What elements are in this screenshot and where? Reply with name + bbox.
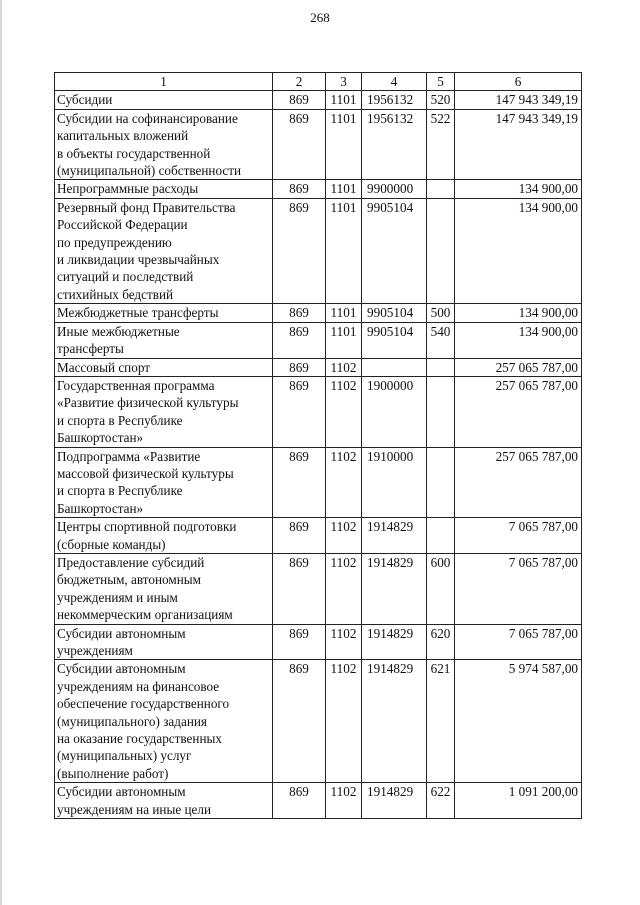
row-amount-cell: 257 065 787,00 [455,447,582,518]
row-section-code-cell: 1101 [326,180,362,198]
table-row [55,660,582,783]
page-number: 268 [310,10,330,25]
row-name-cell: Центры спортивной подготовки (сборные команды) [55,518,273,554]
row-admin-code-cell: 869 [273,447,326,518]
row-target-article-cell: 1914829 [362,660,427,783]
row-expense-type-cell [427,180,455,198]
table-row [55,304,582,322]
row-amount-cell: 7 065 787,00 [455,624,582,660]
row-expense-type-cell: 621 [427,660,455,783]
row-name-cell: Субсидии автономным учреждениям [55,624,273,660]
row-section-code-cell: 1102 [326,376,362,447]
row-section-code-cell: 1102 [326,553,362,624]
row-name-cell: Резервный фонд Правительства Российской Федерации по предупреждению и ликвидации чрезвычайных ситуаций и последствий стихийных бедствий [55,198,273,303]
row-admin-code-cell: 869 [273,198,326,303]
row-name-cell: Массовый спорт [55,358,273,376]
row-target-article-cell: 1914829 [362,783,427,819]
row-section-code-cell: 1102 [326,624,362,660]
row-expense-type-cell [427,518,455,554]
row-section-code-cell: 1102 [326,660,362,783]
row-section-code-cell: 1101 [326,109,362,180]
row-name-cell: Субсидии автономным учреждениям на иные цели [55,783,273,819]
table-row [55,518,582,554]
row-amount-cell: 147 943 349,19 [455,91,582,109]
row-amount-cell: 134 900,00 [455,304,582,322]
row-target-article-cell: 1914829 [362,624,427,660]
row-name-cell: Непрограммные расходы [55,180,273,198]
row-section-code-cell: 1102 [326,447,362,518]
row-name-cell: Субсидии [55,91,273,109]
row-expense-type-cell: 522 [427,109,455,180]
column-header: 3 [326,73,362,91]
row-target-article-cell: 1956132 [362,91,427,109]
row-amount-cell: 5 974 587,00 [455,660,582,783]
row-amount-cell: 7 065 787,00 [455,518,582,554]
table-row [55,376,582,447]
row-expense-type-cell: 600 [427,553,455,624]
row-admin-code-cell: 869 [273,180,326,198]
row-admin-code-cell: 869 [273,624,326,660]
row-target-article-cell: 9905104 [362,322,427,358]
table-row [55,553,582,624]
table-row [55,358,582,376]
row-admin-code-cell: 869 [273,660,326,783]
table-header-row [55,73,582,91]
row-section-code-cell: 1102 [326,358,362,376]
row-section-code-cell: 1101 [326,198,362,303]
row-amount-cell: 1 091 200,00 [455,783,582,819]
row-admin-code-cell: 869 [273,304,326,322]
row-name-cell: Субсидии автономным учреждениям на финансовое обеспечение государственного (муниципального) задания на оказание государственных (муниципальных) услуг (выполнение работ) [55,660,273,783]
table-row [55,91,582,109]
row-section-code-cell: 1101 [326,91,362,109]
row-expense-type-cell [427,198,455,303]
row-admin-code-cell: 869 [273,376,326,447]
row-admin-code-cell: 869 [273,783,326,819]
row-target-article-cell: 1910000 [362,447,427,518]
row-amount-cell: 7 065 787,00 [455,553,582,624]
row-expense-type-cell: 620 [427,624,455,660]
row-section-code-cell: 1102 [326,518,362,554]
row-target-article-cell: 9905104 [362,304,427,322]
row-target-article-cell [362,358,427,376]
row-name-cell: Межбюджетные трансферты [55,304,273,322]
row-name-cell: Подпрограмма «Развитие массовой физической культуры и спорта в Республике Башкортостан» [55,447,273,518]
column-header: 5 [427,73,455,91]
page-binding-edge [0,0,2,905]
row-expense-type-cell: 622 [427,783,455,819]
table-row [55,322,582,358]
table-row [55,198,582,303]
row-admin-code-cell: 869 [273,91,326,109]
row-section-code-cell: 1101 [326,322,362,358]
table-row [55,109,582,180]
column-header: 2 [273,73,326,91]
column-header: 4 [362,73,427,91]
row-amount-cell: 257 065 787,00 [455,358,582,376]
row-amount-cell: 257 065 787,00 [455,376,582,447]
budget-table [54,72,582,819]
row-admin-code-cell: 869 [273,553,326,624]
row-expense-type-cell: 520 [427,91,455,109]
row-target-article-cell: 9900000 [362,180,427,198]
table-row [55,624,582,660]
row-admin-code-cell: 869 [273,322,326,358]
column-header: 6 [455,73,582,91]
table-row [55,447,582,518]
row-section-code-cell: 1101 [326,304,362,322]
row-name-cell: Государственная программа «Развитие физической культуры и спорта в Республике Башкортостан» [55,376,273,447]
table-row [55,180,582,198]
row-name-cell: Предоставление субсидий бюджетным, автономным учреждениям и иным некоммерческим организациям [55,553,273,624]
row-expense-type-cell [427,376,455,447]
row-target-article-cell: 9905104 [362,198,427,303]
row-target-article-cell: 1914829 [362,518,427,554]
row-amount-cell: 147 943 349,19 [455,109,582,180]
table-row [55,783,582,819]
row-expense-type-cell: 540 [427,322,455,358]
row-admin-code-cell: 869 [273,518,326,554]
row-target-article-cell: 1900000 [362,376,427,447]
row-name-cell: Субсидии на софинансирование капитальных вложений в объекты государственной (муниципальной) собственности [55,109,273,180]
row-name-cell: Иные межбюджетные трансферты [55,322,273,358]
column-header: 1 [55,73,273,91]
row-admin-code-cell: 869 [273,358,326,376]
row-expense-type-cell: 500 [427,304,455,322]
row-amount-cell: 134 900,00 [455,198,582,303]
row-admin-code-cell: 869 [273,109,326,180]
row-expense-type-cell [427,447,455,518]
row-target-article-cell: 1914829 [362,553,427,624]
row-amount-cell: 134 900,00 [455,322,582,358]
row-target-article-cell: 1956132 [362,109,427,180]
row-expense-type-cell [427,358,455,376]
row-amount-cell: 134 900,00 [455,180,582,198]
row-section-code-cell: 1102 [326,783,362,819]
